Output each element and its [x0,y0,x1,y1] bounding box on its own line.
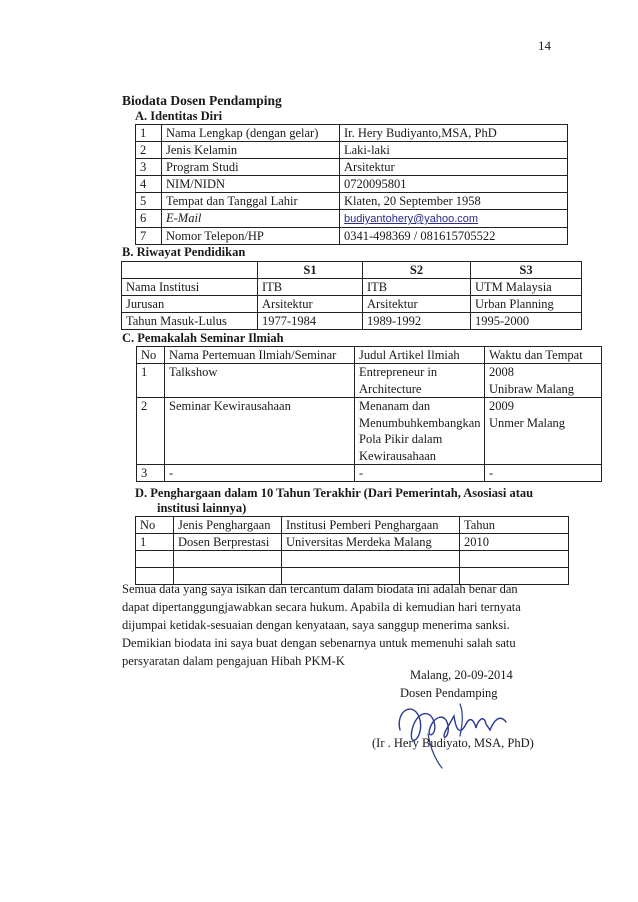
column-header: S2 [363,262,471,279]
table-row [136,551,569,568]
column-header: S1 [258,262,363,279]
column-header: Waktu dan Tempat [485,347,602,364]
table-row [137,364,602,398]
award-type [174,551,282,568]
column-header: No [136,517,174,534]
row-label: Tahun Masuk-Lulus [122,313,258,330]
article-title: - [355,465,485,482]
cell-s3: UTM Malaysia [471,279,582,296]
table-row [136,210,568,228]
place-date: Malang, 20-09-2014 [410,668,513,682]
section-a-heading: A. Identitas Diri [135,109,223,123]
field-value: Ir. Hery Budiyanto,MSA, PhD [340,125,568,142]
field-value: Arsitektur [340,159,568,176]
award-year [460,551,569,568]
field-label: Jenis Kelamin [162,142,340,159]
table-header-row [122,262,582,279]
award-institution [282,551,460,568]
table-row [122,279,582,296]
table-row [122,296,582,313]
statement-line: persyaratan dalam pengajuan Hibah PKM-K [122,654,345,668]
section-d-heading-cont: institusi lainnya) [157,501,247,515]
field-label: E-Mail [162,210,340,228]
row-number: 2 [136,142,162,159]
field-value: Laki-laki [340,142,568,159]
article-title: Entrepreneur in Architecture [355,364,485,398]
field-value [340,210,568,228]
time-place: 2008 Unibraw Malang [485,364,602,398]
table-header-row [137,347,602,364]
field-label: Program Studi [162,159,340,176]
row-label: Nama Institusi [122,279,258,296]
row-label: Jurusan [122,296,258,313]
cell-s2: ITB [363,279,471,296]
table-row [137,398,602,465]
seminar-name: Talkshow [165,364,355,398]
section-b-heading: B. Riwayat Pendidikan [122,245,246,259]
award-institution: Universitas Merdeka Malang [282,534,460,551]
cell-s1: Arsitektur [258,296,363,313]
field-label: Nomor Telepon/HP [162,228,340,245]
field-value: 0341-498369 / 081615705522 [340,228,568,245]
email-link[interactable]: budiyantohery@yahoo.com [344,213,479,225]
statement-line: dijumpai ketidak-sesuaian dengan kenyataan, saya sanggup menerima sanksi. [122,618,510,632]
award-type: Dosen Berprestasi [174,534,282,551]
row-number: 7 [136,228,162,245]
table-row [136,534,569,551]
column-header: No [137,347,165,364]
award-year: 2010 [460,534,569,551]
handwritten-signature [390,690,540,770]
page-title: Biodata Dosen Pendamping [122,93,282,108]
row-number: 1 [136,125,162,142]
row-number: 3 [136,159,162,176]
column-header [122,262,258,279]
education-table [121,261,582,330]
cell-s3: Urban Planning [471,296,582,313]
field-label: Tempat dan Tanggal Lahir [162,193,340,210]
seminar-name: - [165,465,355,482]
time-place: 2009 Unmer Malang [485,398,602,465]
page-number: 14 [538,38,551,53]
row-number: 3 [137,465,165,482]
row-number: 2 [137,398,165,465]
seminar-name: Seminar Kewirausahaan [165,398,355,465]
row-number: 1 [136,534,174,551]
cell-s2: 1989-1992 [363,313,471,330]
row-number: 1 [137,364,165,398]
cell-s1: ITB [258,279,363,296]
seminar-table [136,346,602,482]
identity-table [135,124,568,245]
section-c-heading: C. Pemakalah Seminar Ilmiah [122,331,284,345]
signer-role: Dosen Pendamping [400,686,498,700]
column-header: Nama Pertemuan Ilmiah/Seminar [165,347,355,364]
cell-s3: 1995-2000 [471,313,582,330]
table-row [136,176,568,193]
statement-paragraph [122,580,572,670]
statement-line: Demikian biodata ini saya buat dengan sebenarnya untuk memenuhi salah satu [122,636,516,650]
table-row [136,125,568,142]
article-title: Menanam dan Menumbuhkembangkan Pola Pikir dalam Kewirausahaan [355,398,485,465]
table-header-row [136,517,569,534]
field-value: 0720095801 [340,176,568,193]
table-row [122,313,582,330]
column-header: Judul Artikel Ilmiah [355,347,485,364]
table-row [136,142,568,159]
field-label: NIM/NIDN [162,176,340,193]
table-row [136,193,568,210]
section-d-heading: D. Penghargaan dalam 10 Tahun Terakhir (Dari Pemerintah, Asosiasi atau [135,486,534,500]
cell-s2: Arsitektur [363,296,471,313]
column-header: Tahun [460,517,569,534]
row-number: 4 [136,176,162,193]
field-label: Nama Lengkap (dengan gelar) [162,125,340,142]
row-number: 5 [136,193,162,210]
column-header: Institusi Pemberi Penghargaan [282,517,460,534]
row-number [136,551,174,568]
time-place: - [485,465,602,482]
cell-s1: 1977-1984 [258,313,363,330]
table-row [136,159,568,176]
table-row [137,465,602,482]
statement-line: Semua data yang saya isikan dan tercantum dalam biodata ini adalah benar dan [122,582,518,596]
statement-line: dapat dipertanggungjawabkan secara hukum. Apabila di kemudian hari ternyata [122,600,521,614]
awards-table [135,516,569,585]
column-header: S3 [471,262,582,279]
row-number: 6 [136,210,162,228]
column-header: Jenis Penghargaan [174,517,282,534]
signer-name: (Ir . Hery Budiyato, MSA, PhD) [372,736,534,750]
field-value: Klaten, 20 September 1958 [340,193,568,210]
table-row [136,228,568,245]
